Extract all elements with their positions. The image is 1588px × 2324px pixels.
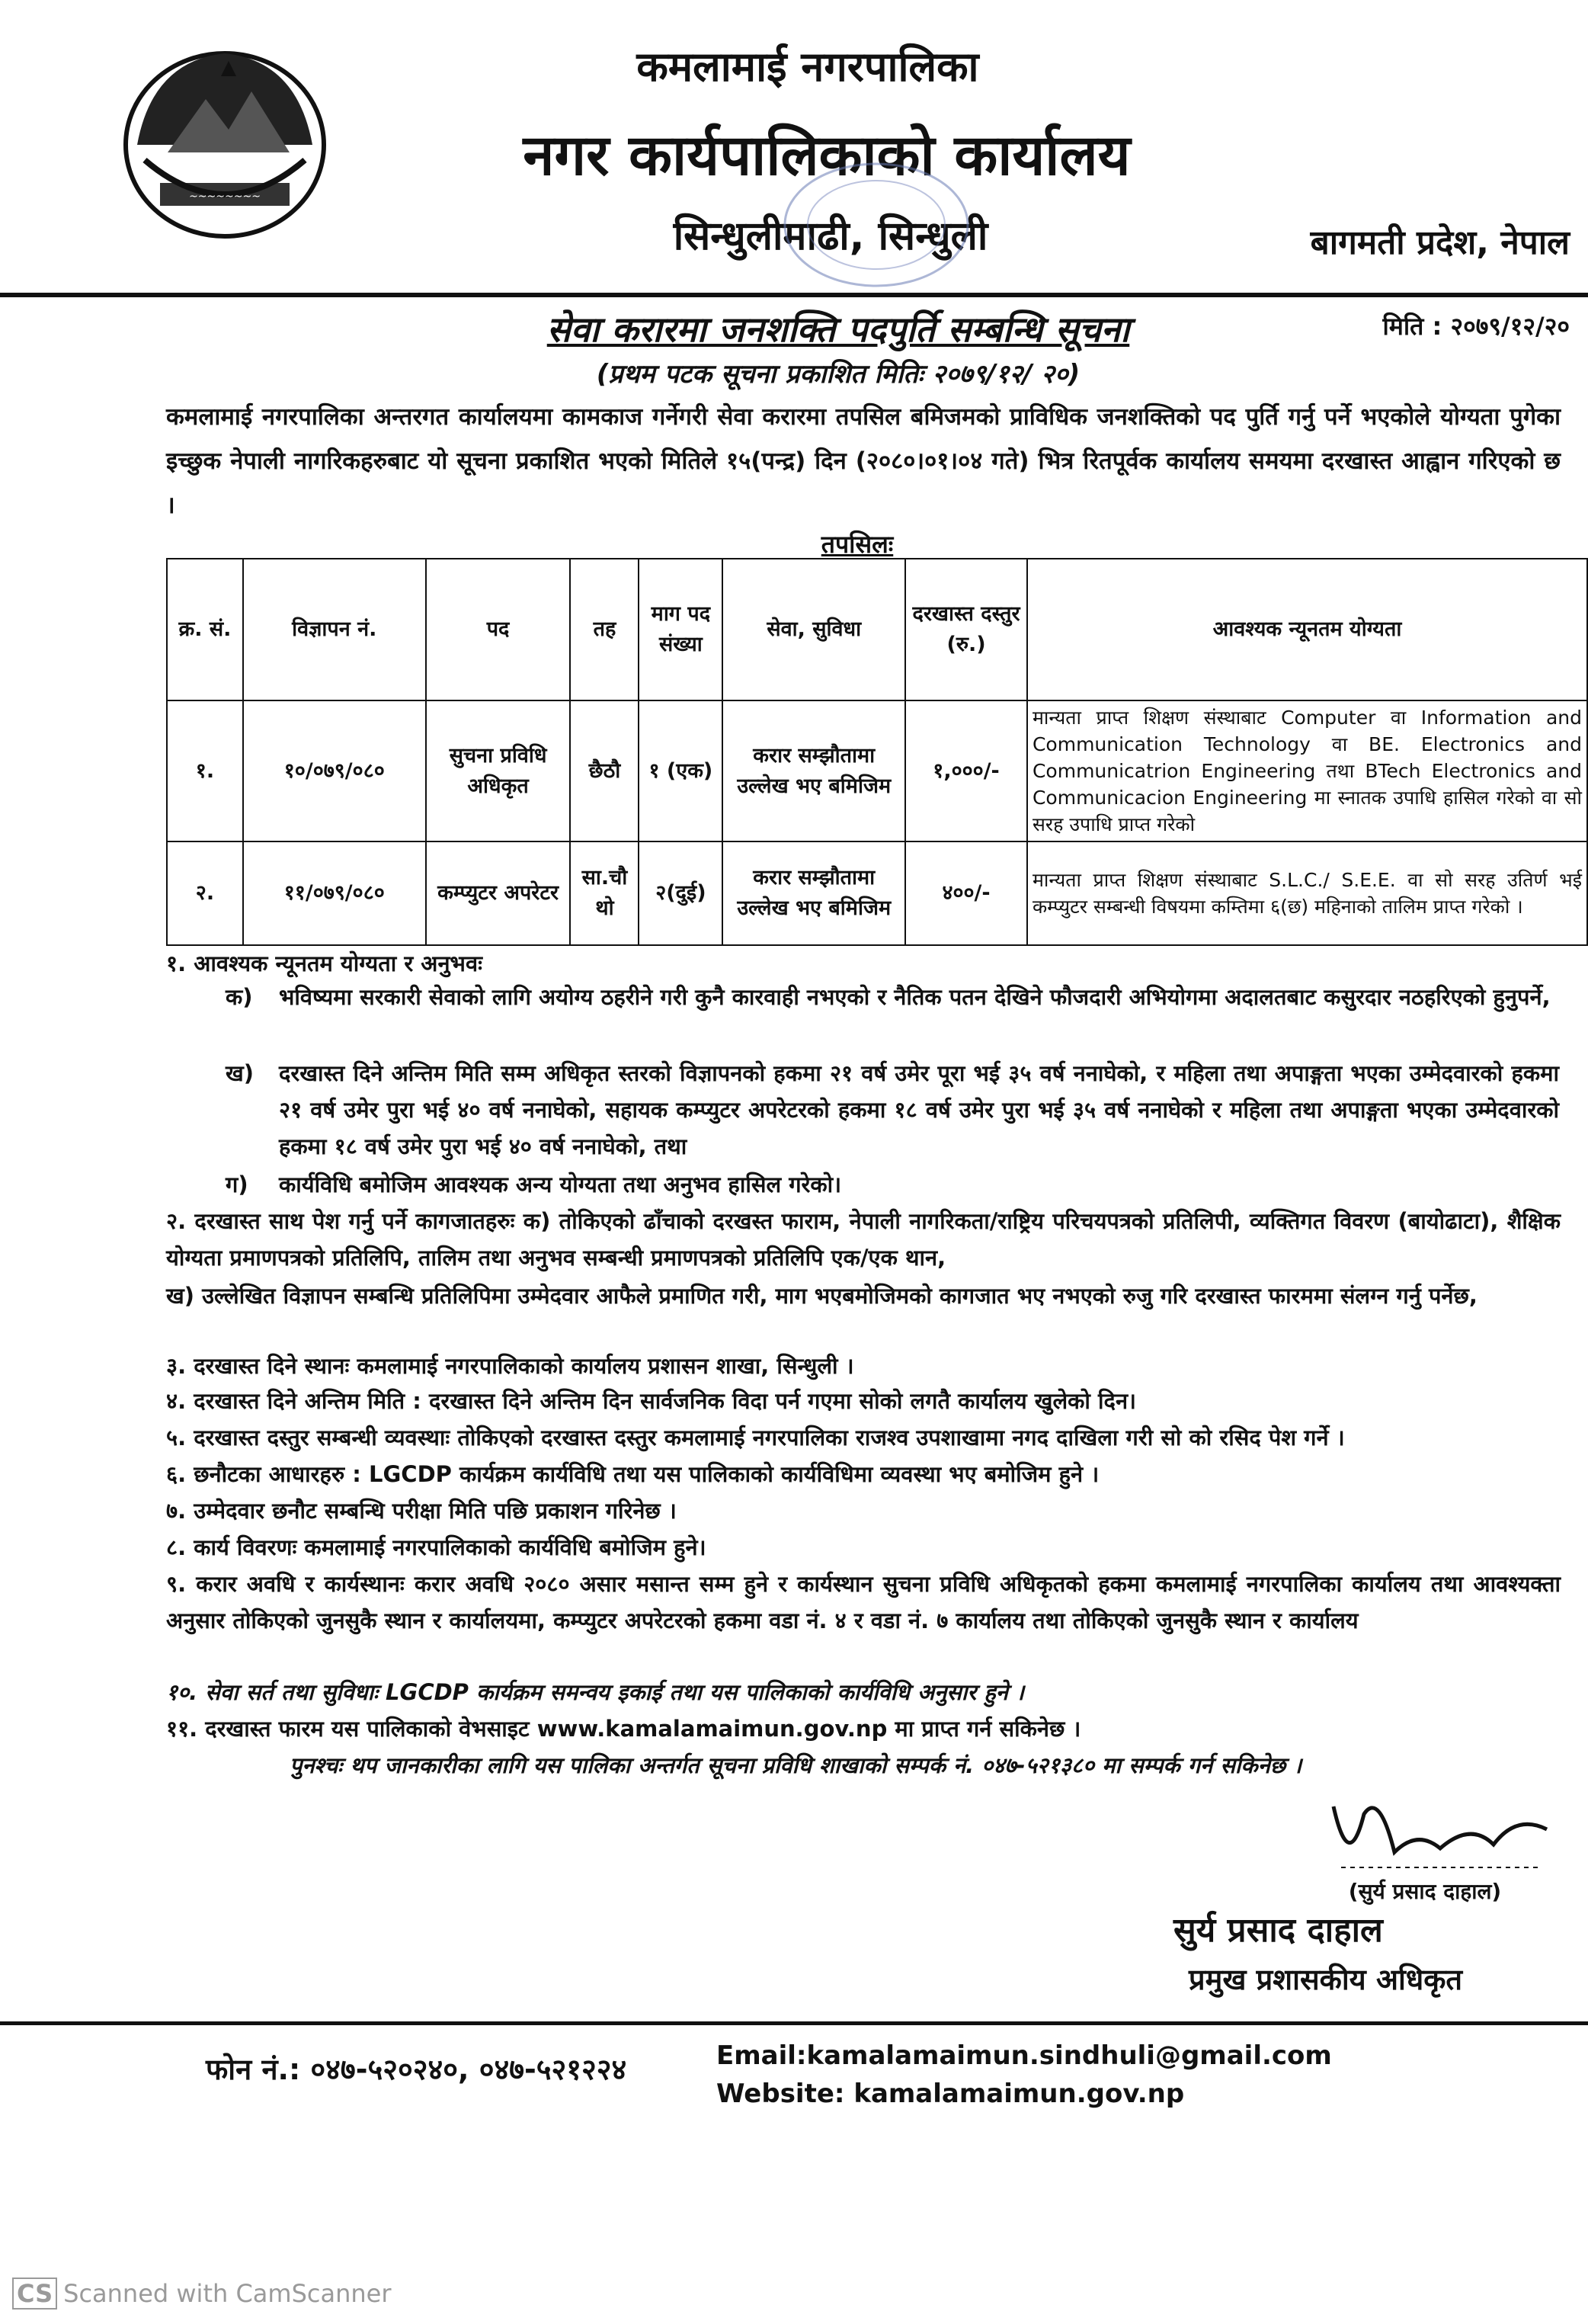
office-location: सिन्धुलीमाढी, सिन्धुली [673, 213, 988, 259]
footer-divider [0, 2021, 1588, 2025]
notice-date: मिति : २०७९/१२/२० [1382, 312, 1570, 341]
camscanner-text: Scanned with CamScanner [63, 2279, 392, 2308]
section-7-text: ७. उम्मेदवार छनौट सम्बन्धि परीक्षा मिति पछि प्रकाशन गरिनेछ । [166, 1498, 677, 1524]
cell-level: छैठौ [570, 700, 639, 841]
contact-note: पुनश्चः थप जानकारीका लागि यस पालिका अन्तर्गत सूचना प्रविधि शाखाको सम्पर्क नं. ०४७-५२१३८० मा सम्पर्क गर्न सकिनेछ । [290, 1752, 1302, 1778]
cell-post: सुचना प्रविधि अधिकृत [426, 700, 571, 841]
cell-count: १ (एक) [639, 700, 722, 841]
vacancy-table [166, 558, 1588, 946]
signer-name: सुर्य प्रसाद दाहाल [1173, 1911, 1383, 1950]
section-1b-label: ख) [226, 1060, 254, 1086]
camscanner-watermark [12, 2278, 408, 2310]
col-header-facility: सेवा, सुविधा [722, 559, 905, 700]
signer-designation: प्रमुख प्रशासकीय अधिकृत [1189, 1963, 1463, 1996]
nepal-emblem-icon [107, 30, 343, 259]
section-1b-text: दरखास्त दिने अन्तिम मिति सम्म अधिकृत स्तरको विज्ञापनको हकमा २१ वर्ष उमेर पूरा भई ३५ वर्ष ननाघेको, र महिला तथा अपाङ्गता भएका उम्मेदवारको हकमा २१ वर्ष उमेर पुरा भई ४० वर्ष ननाघेको, सहायक कम्प्युटर अपरेटरको हकमा १८ वर्ष उमेर पुरा भई ३५ वर्ष ननाघेको र महिला तथा अपाङ्गता भएका उम्मेदवारको हकमा १८ वर्ष उमेर पुरा भई ४० वर्ष ननाघेको, तथा [279, 1060, 1559, 1159]
section-4-text: ४. दरखास्त दिने अन्तिम मिति : दरखास्त दिने अन्तिम दिन सार्वजनिक विदा पर्न गएमा सोको लगतै कार्यालय खुलेको दिन। [166, 1388, 1137, 1414]
handwritten-signature [1326, 1784, 1554, 1883]
section-2-text: २. दरखास्त साथ पेश गर्नु पर्ने कागजातहरुः क) तोकिएको ढाँचाको दरखस्त फाराम, नेपाली नागरिकता/राष्ट्रिय परिचयपत्रको प्रतिलिपी, व्यक्तिगत विवरण (बायोढाटा), शैक्षिक योग्यता प्रमाणपत्रको प्रतिलिपि, तालिम तथा अनुभव सम्बन्धी प्रमाणपत्रको प्रतिलिपि एक/एक थान, [166, 1208, 1561, 1271]
col-header-count: माग पद संख्या [639, 559, 722, 700]
section-1a-label: क) [226, 984, 253, 1010]
footer-email: Email:kamalamaimun.sindhuli@gmail.com [716, 2040, 1332, 2071]
section-8-text: ८. कार्य विवरणः कमलामाई नगरपालिकाको कार्यविधि बमोजिम हुने। [166, 1534, 706, 1560]
office-name: नगर कार्यपालिकाको कार्यालय [523, 123, 1131, 188]
signer-name-bracket: (सुर्य प्रसाद दाहाल) [1348, 1879, 1502, 1904]
col-header-level: तह [570, 559, 639, 700]
col-header-ad-no: विज्ञापन नं. [243, 559, 426, 700]
section-5-text: ५. दरखास्त दस्तुर सम्बन्धी व्यवस्थाः तोकिएको दरखास्त दस्तुर कमलामाई नगरपालिका राजश्व उपशाखामा नगद दाखिला गरी सो को रसिद पेश गर्ने । [166, 1425, 1345, 1450]
section-11-text: ११. दरखास्त फारम यस पालिकाको वेभसाइट www.kamalamaimun.gov.np मा प्राप्त गर्न सकिनेछ । [166, 1716, 1081, 1742]
section-10-text: १०. सेवा सर्त तथा सुविधाः LGCDP कार्यक्रम समन्वय इकाई तथा यस पालिकाको कार्यविधि अनुसार हुने । [166, 1679, 1024, 1705]
table-row [167, 841, 1587, 945]
section-9-text: ९. करार अवधि र कार्यस्थानः करार अवधि २०८० असार मसान्त सम्म हुने र कार्यस्थान सुचना प्रविधि अधिकृतको हकमा कमलामाई नगरपालिका कार्यालय तथा आवश्यक्ता अनुसार तोकिएको जुनसुकै स्थान र कार्यालयमा, कम्प्युटर अपरेटरको हकमा वडा नं. ४ र वडा नं. ७ कार्यालय तथा तोकिएको जुनसुकै स्थान र कार्यालय [166, 1571, 1561, 1633]
cell-qualification: मान्यता प्राप्त शिक्षण संस्थाबाट S.L.C./ S.E.E. वा सो सरह उतिर्ण भई कम्प्युटर सम्बन्धी विषयमा कम्तिमा ६(छ) महिनाको तालिम प्राप्त गरेको । [1027, 841, 1587, 945]
footer-phone: फोन नं.: ०४७-५२०२४०, ०४७-५२१२२४ [206, 2053, 627, 2086]
cell-fee: १,०००/- [905, 700, 1027, 841]
cell-ad-no: १०/०७९/०८० [243, 700, 426, 841]
cell-post: कम्प्युटर अपरेटर [426, 841, 571, 945]
col-header-post: पद [426, 559, 571, 700]
cell-ad-no: ११/०७९/०८० [243, 841, 426, 945]
cell-fee: ४००/- [905, 841, 1027, 945]
notice-subject: सेवा करारमा जनशक्ति पदपुर्ति सम्बन्धि सूचना [546, 309, 1130, 350]
cell-level: सा.चौ थो [570, 841, 639, 945]
office-stamp-icon [762, 152, 991, 297]
cell-facility: करार सम्झौतामा उल्लेख भए बमिजिम [722, 700, 905, 841]
section-1-title: १. आवश्यक न्यूनतम योग्यता र अनुभवः [166, 950, 482, 976]
section-1c-text: कार्यविधि बमोजिम आवश्यक अन्य योग्यता तथा अनुभव हासिल गरेको। [279, 1172, 842, 1197]
col-header-fee: दरखास्त दस्तुर (रु.) [905, 559, 1027, 700]
cell-facility: करार सम्झौतामा उल्लेख भए बमिजिम [722, 841, 905, 945]
cell-sn: १. [167, 700, 243, 841]
section-6-text: ६. छनौटका आधारहरु : LGCDP कार्यक्रम कार्यविधि तथा यस पालिकाको कार्यविधिमा व्यवस्था भए बमोजिम हुने । [166, 1461, 1100, 1487]
first-published-date: (प्रथम पटक सूचना प्रकाशित मितिः २०७९/१२/ २०) [596, 359, 1081, 389]
footer-website: Website: kamalamaimun.gov.np [716, 2079, 1185, 2109]
section-1c-label: ग) [226, 1172, 248, 1197]
cell-sn: २. [167, 841, 243, 945]
province-name: बागमती प्रदेश, नेपाल [1310, 223, 1570, 262]
section-3-text: ३. दरखास्त दिने स्थानः कमलामाई नगरपालिकाको कार्यालय प्रशासन शाखा, सिन्धुली । [166, 1353, 854, 1379]
cell-count: २(दुई) [639, 841, 722, 945]
section-1a-text: भविष्यमा सरकारी सेवाको लागि अयोग्य ठहरीने गरी कुनै कारवाही नभएको र नैतिक पतन देखिने फौजदारी अभियोगमा अदालतबाट कसुरदार नठहरिएको हुनुपर्ने, [279, 984, 1551, 1010]
notice-intro: कमलामाई नगरपालिका अन्तरगत कार्यालयमा कामकाज गर्नेगरी सेवा करारमा तपसिल बमिजमको प्राविधिक जनशक्तिको पद पुर्ति गर्नु पर्ने भएकोले योग्यता पुगेका इच्छुक नेपाली नागरिकहरुबाट यो सूचना प्रकाशित भएको मितिले १५(पन्द्र) दिन (२०८०।०१।०४ गते) भित्र रितपूर्वक कार्यालय समयमा दरखास्त आह्वान गरिएको छ । [166, 403, 1561, 519]
cell-qualification: मान्यता प्राप्त शिक्षण संस्थाबाट Computer वा Information and Communication Technology वा BE. Electronics and Communicatrion Engineering तथा BTech Electronics and Communicacion Engineering मा स्नातक उपाधि हासिल गरेको वा सो सरह उपाधि प्राप्त गरेको [1027, 700, 1587, 841]
section-2b-text: ख) उल्लेखित विज्ञापन सम्बन्धि प्रतिलिपिमा उम्मेदवार आफैले प्रमाणित गरी, माग भएबमोजिमको कागजात भए नभएको रुजु गरि दरखास्त फारममा संलग्न गर्नु पर्नेछ, [166, 1283, 1478, 1309]
municipality-name: कमलामाई नगरपालिका [636, 43, 979, 91]
footer-contact [716, 2037, 1402, 2113]
header-divider [0, 293, 1588, 297]
schedule-heading: तपसिलः [821, 530, 894, 559]
svg-text:~~~~~~~~: ~~~~~~~~ [189, 191, 261, 203]
camscanner-logo: CS [12, 2278, 57, 2310]
col-header-qualification: आवश्यक न्यूनतम योग्यता [1027, 559, 1587, 700]
table-header-row [167, 559, 1587, 700]
table-row [167, 700, 1587, 841]
col-header-sn: क्र. सं. [167, 559, 243, 700]
